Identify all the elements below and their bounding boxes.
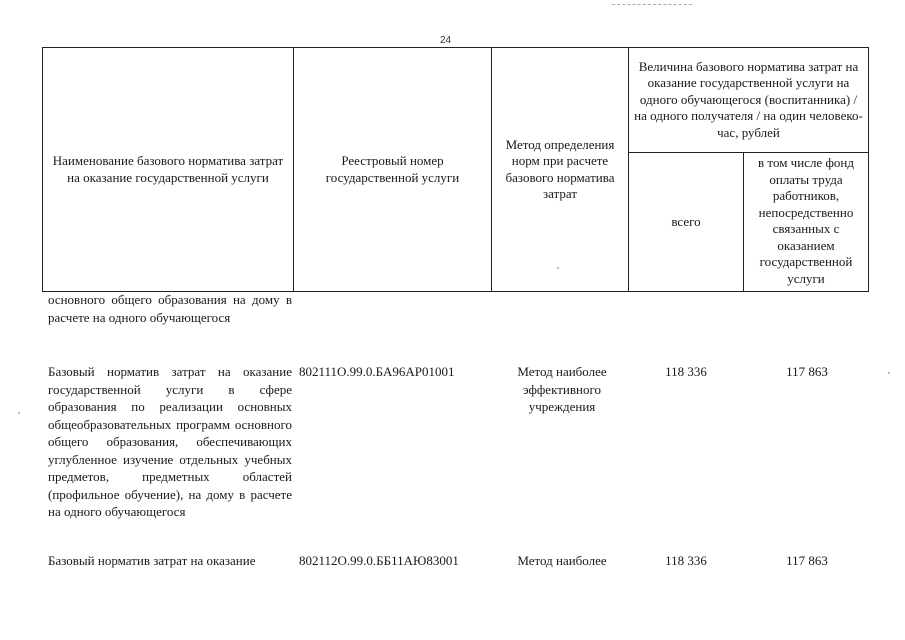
page-number: 24 [440, 35, 452, 46]
header-value-group: Величина базового норматива затрат на оказание государственной услуги на одного обучающегося (воспитанника) / на одного получателя / на один человеко-час, рублей [629, 48, 869, 153]
header-table [42, 47, 869, 292]
row-2-total: 118 336 [665, 553, 707, 568]
scan-speck [18, 412, 20, 414]
row-1-payroll: 117 863 [786, 364, 828, 379]
row-0-name: основного общего образования на дому в расчете на одного обучающегося [48, 292, 292, 325]
scan-speck [557, 267, 559, 269]
row-1-method: Метод наиболее эффективного учреждения [517, 364, 607, 414]
row-2-name: Базовый норматив затрат на оказание [48, 553, 256, 568]
header-name: Наименование базового норматива затрат на оказание государственной услуги [43, 48, 294, 292]
row-2-registry: 802112О.99.0.ББ11АЮ83001 [299, 553, 459, 568]
row-1-registry: 802111О.99.0.БА96АР01001 [299, 364, 455, 379]
header-registry: Реестровый номер государственной услуги [294, 48, 492, 292]
header-payroll: в том числе фонд оплаты труда работников, непосредственно связанных с оказанием государственной услуги [744, 153, 869, 292]
header-method: Метод определения норм при расчете базового норматива затрат [492, 48, 629, 292]
scan-speck [888, 372, 890, 374]
row-2-payroll: 117 863 [786, 553, 828, 568]
row-2-method: Метод наиболее [517, 553, 607, 568]
row-1-name: Базовый норматив затрат на оказание государственной услуги в сфере образования по реализации основных общеобразовательных программ основного общего образования, обеспечивающих углубленное изучение отдельных учебных предметов, предметных областей (профильное обучение), на дому в расчете на одного обучающегося [48, 364, 292, 519]
header-total: всего [629, 153, 744, 292]
row-1-total: 118 336 [665, 364, 707, 379]
scan-artifact-mark [612, 4, 692, 6]
